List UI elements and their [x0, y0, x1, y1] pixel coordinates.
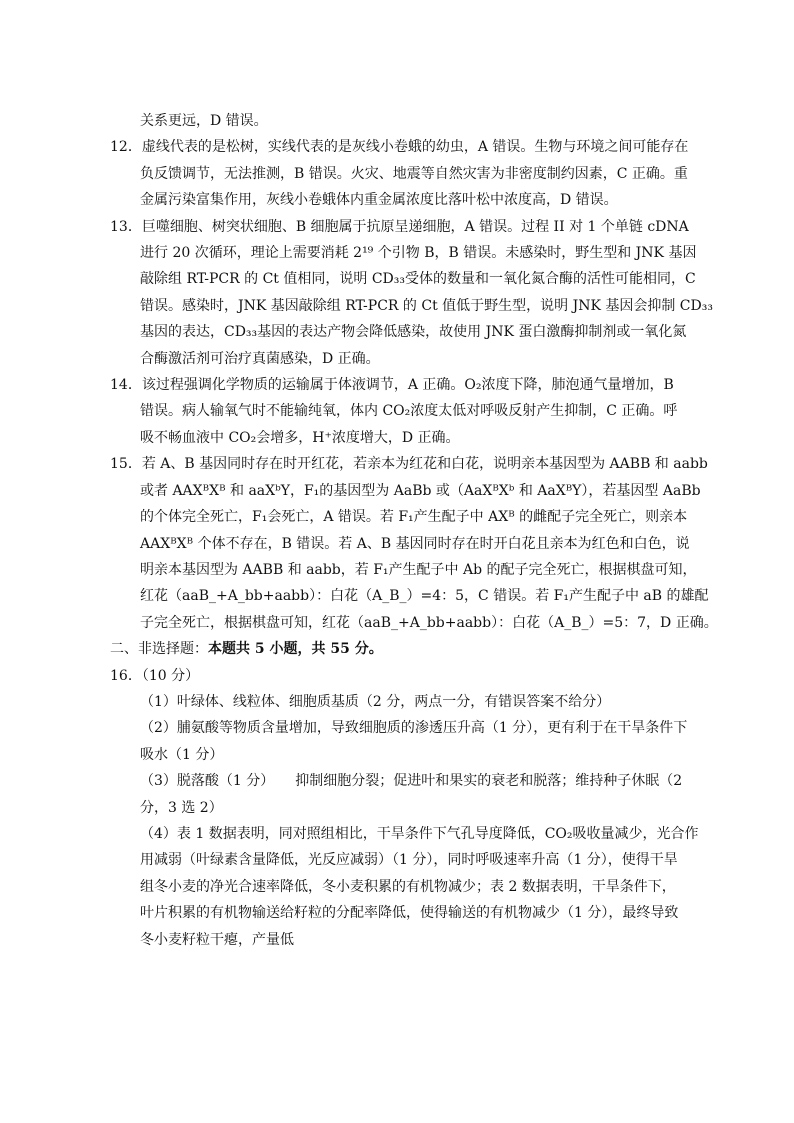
text-line: 进行 20 次循环，理论上需要消耗 2¹⁹ 个引物 B，B 错误。未感染时，野生型和 JNK 基因	[140, 245, 697, 262]
text-line: 的个体完全死亡，F₁会死亡，A 错误。若 F₁产生配子中 AXᴮ 的雌配子完全死亡，则亲本	[140, 509, 688, 526]
text-line: 14．该过程强调化学物质的运输属于体液调节，A 正确。O₂浓度下降，肺泡通气量增加，B	[110, 377, 674, 394]
text-line: （4）表 1 数据表明，同对照组相比，干旱条件下气孔导度降低，CO₂吸收量减少，光合作	[140, 825, 699, 842]
text-line: 组冬小麦的净光合速率降低，冬小麦积累的有机物减少；表 2 数据表明，干旱条件下，	[140, 878, 676, 895]
section-heading: 二、非选择题：本题共 5 小题，共 55 分。	[110, 641, 383, 658]
text-line: 吸水（1 分）	[140, 746, 224, 763]
text-line: 分，3 选 2）	[140, 799, 223, 816]
text-line: （3）脱落酸（1 分） 抑制细胞分裂；促进叶和果实的衰老和脱落；维持种子休眠（2	[140, 773, 683, 790]
text-line: 负反馈调节，无法推测，B 错误。火灾、地震等自然灾害为非密度制约因素，C 正确。重	[140, 165, 688, 182]
text-line: 错误。病人输氧气时不能输纯氧，体内 CO₂浓度太低对呼吸反射产生抑制，C 正确。呼	[140, 403, 678, 420]
text-line: （1）叶绿体、线粒体、细胞质基质（2 分，两点一分，有错误答案不给分）	[140, 693, 611, 710]
text-line: 关系更远，D 错误。	[140, 113, 268, 129]
text-line: 子完全死亡，根据棋盘可知，红花（aaB_+A_bb+aabb）：白花（A_B_）=5：7，D 正确。	[140, 614, 718, 631]
text-line: 15．若 A、B 基因同时存在时开红花，若亲本为红花和白花，说明亲本基因型为 AABB 和 aabb	[110, 456, 708, 473]
text-line: 金属污染富集作用，灰线小卷蛾体内重金属浓度比落叶松中浓度高，D 错误。	[140, 192, 618, 209]
text-line: 敲除组 RT-PCR 的 Ct 值相同，说明 CD₃₃受体的数量和一氧化氮合酶的活性可能相同，C	[140, 271, 696, 288]
text-line: 或者 AAXᴮXᴮ 和 aaXᵇY，F₁的基因型为 AaBb 或（AaXᴮXᵇ 和 AaXᴮY），若基因型 AaBb	[140, 482, 701, 499]
question-number-line: 16．（10 分）	[110, 667, 200, 684]
text-line: AAXᴮXᴮ 个体不存在，B 错误。若 A、B 基因同时存在时开白花且亲本为红色和白色，说	[140, 535, 690, 552]
text-line: 叶片积累的有机物输送给籽粒的分配率降低，使得输送的有机物减少（1 分），最终导致	[140, 905, 679, 922]
text-line: 基因的表达，CD₃₃基因的表达产物会降低感染，故使用 JNK 蛋白激酶抑制剂或一氧化氮	[140, 324, 687, 341]
text-line: 冬小麦籽粒干瘪，产量低	[140, 931, 294, 948]
text-line: 用减弱（叶绿素含量降低，光反应减弱）（1 分），同时呼吸速率升高（1 分），使得干旱	[140, 852, 678, 869]
text-line: 吸不畅血液中 CO₂会增多，H⁺浓度增大，D 正确。	[140, 429, 460, 446]
text-line: 13．巨噬细胞、树突状细胞、B 细胞属于抗原呈递细胞，A 错误。过程 II 对 1 个单链 cDNA	[110, 218, 689, 235]
text-line: 明亲本基因型为 AABB 和 aabb，若 F₁产生配子中 Ab 的配子完全死亡，根据棋盘可知，	[140, 561, 697, 578]
text-line: （2）脯氨酸等物质含量增加，导致细胞质的渗透压升高（1 分），更有利于在干旱条件下	[140, 720, 688, 737]
answer-text-body	[110, 108, 718, 953]
text-line: 红花（aaB_+A_bb+aabb）：白花（A_B_）=4：5，C 错误。若 F₁产生配子中 aB 的雄配	[140, 588, 709, 605]
text-line: 12．虚线代表的是松树，实线代表的是灰线小卷蛾的幼虫，A 错误。生物与环境之间可能存在	[110, 139, 689, 156]
text-line: 合酶激活剂可治疗真菌感染，D 正确。	[140, 350, 380, 367]
text-line: 错误。感染时，JNK 基因敲除组 RT-PCR 的 Ct 值低于野生型，说明 JNK 基因会抑制 CD₃₃	[140, 297, 713, 314]
